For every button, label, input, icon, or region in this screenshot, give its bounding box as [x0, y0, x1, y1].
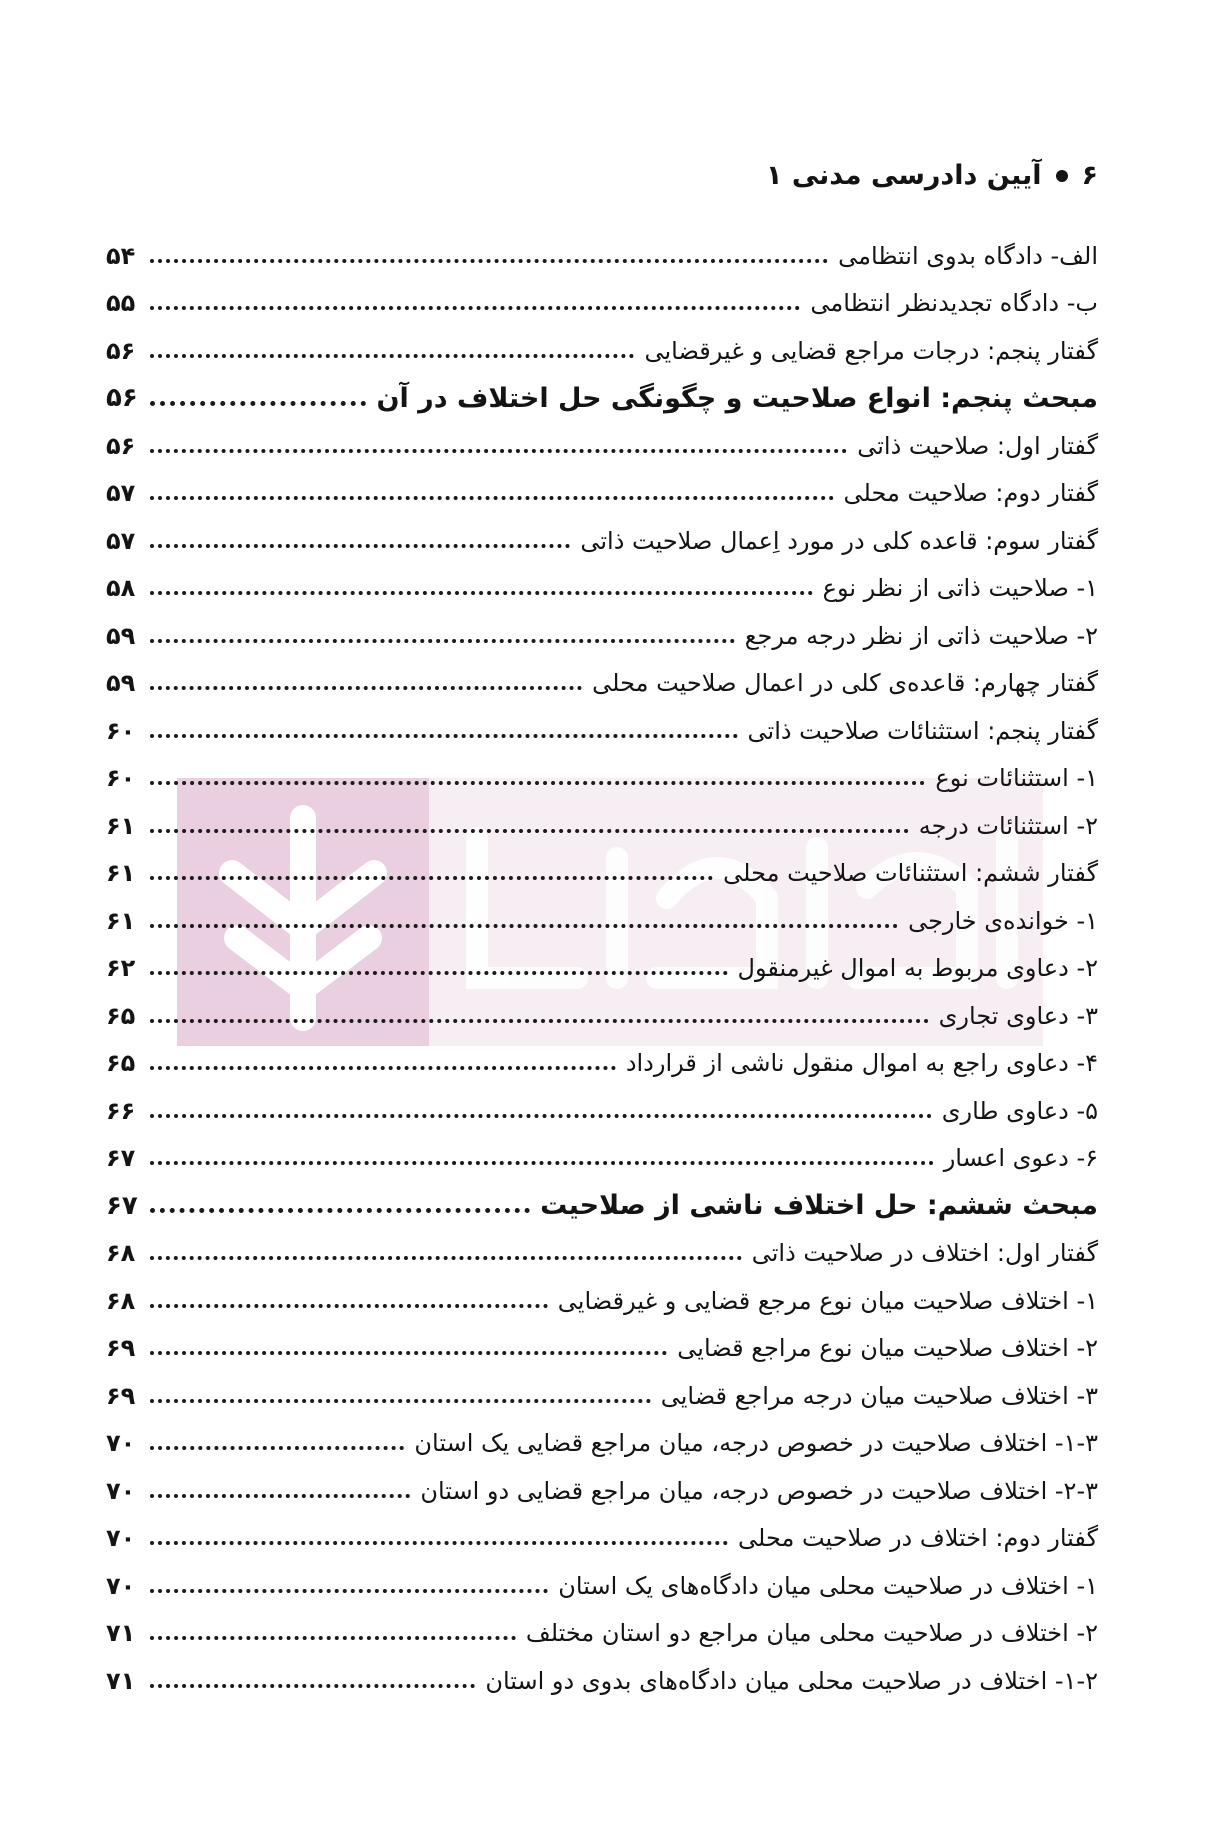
dot-leader [150, 1636, 516, 1640]
toc-entry-title: ۲- اختلاف در صلاحیت محلی میان مراجع دو استان مختلف [525, 1619, 1098, 1648]
toc-entry-page-number: ۶۵ [106, 1001, 136, 1030]
toc-entry [106, 802, 1098, 850]
dot-leader [150, 449, 847, 453]
toc-entry-page-number: ۶۱ [106, 811, 136, 840]
dot-leader [150, 591, 813, 595]
toc-entry [106, 517, 1098, 565]
toc-entry-title: ۲- صلاحیت ذاتی از نظر درجه مرجع [744, 621, 1098, 650]
toc-entry-title: ۱- اختلاف صلاحیت میان نوع مرجع قضایی و غیرقضایی [557, 1286, 1098, 1315]
toc-entry [106, 660, 1098, 708]
toc-entry-page-number: ۵۷ [106, 526, 136, 555]
toc-entry-title: ۳- اختلاف صلاحیت میان درجه مراجع قضایی [660, 1381, 1098, 1410]
toc-entry-title: ۱-۲- اختلاف در صلاحیت محلی میان دادگاه‌های بدوی دو استان [485, 1666, 1098, 1695]
dot-leader [150, 1208, 530, 1213]
dot-leader [150, 1066, 616, 1070]
toc-entry [106, 1230, 1098, 1278]
toc-entry-page-number: ۵۹ [106, 621, 136, 650]
dot-leader [150, 686, 582, 690]
toc-entry [106, 1087, 1098, 1135]
toc-entry-page-number: ۷۰ [106, 1524, 136, 1553]
toc-entry-title: ۱- اختلاف در صلاحیت محلی میان دادگاه‌های یک استان [558, 1571, 1098, 1600]
toc-entry [106, 1515, 1098, 1563]
toc-entry-title: ب- دادگاه تجدیدنظر انتظامی [810, 289, 1098, 318]
toc-entry-page-number: ۶۷ [106, 1190, 138, 1221]
page-number: ۶ [1081, 160, 1098, 191]
dot-leader [150, 1446, 404, 1450]
dot-leader [150, 544, 570, 548]
toc-entry-title: مبحث ششم: حل اختلاف ناشی از صلاحیت [540, 1190, 1098, 1222]
toc-entry [106, 470, 1098, 518]
toc-entry-title: ۶- دعوی اعسار [943, 1144, 1098, 1173]
toc-entry-page-number: ۶۹ [106, 1381, 136, 1410]
dot-leader [150, 829, 909, 833]
toc-entry-page-number: ۶۷ [106, 1144, 136, 1173]
dot-leader [150, 639, 735, 643]
dot-leader [150, 496, 834, 500]
toc-entry-title: گفتار پنجم: درجات مراجع قضایی و غیرقضایی [644, 336, 1098, 365]
dot-leader [150, 1494, 410, 1498]
toc-entry [106, 945, 1098, 993]
toc-entry [106, 1135, 1098, 1183]
dot-leader [150, 924, 898, 928]
toc-entry-title: گفتار اول: صلاحیت ذاتی [857, 431, 1098, 460]
toc-entry-page-number: ۵۹ [106, 669, 136, 698]
bullet-icon [1056, 170, 1068, 182]
toc-entry-title: ۱- استثنائات نوع [935, 764, 1098, 793]
toc-entry-page-number: ۷۱ [106, 1666, 136, 1695]
toc-entry [106, 327, 1098, 375]
toc-entry-page-number: ۵۴ [106, 241, 136, 270]
dot-leader [150, 876, 713, 880]
toc-entry [106, 1657, 1098, 1705]
toc-entry [106, 1325, 1098, 1373]
toc-entry-title: الف- دادگاه بدوی انتظامی [838, 241, 1098, 270]
toc-entry-title: ۱-۳- اختلاف صلاحیت در خصوص درجه، میان مراجع قضایی یک استان [414, 1429, 1098, 1458]
dot-leader [150, 259, 828, 263]
toc-entry [106, 232, 1098, 280]
toc-entry-title: مبحث پنجم: انواع صلاحیت و چگونگی حل اختلاف در آن [376, 382, 1098, 414]
toc-entry-page-number: ۵۸ [106, 574, 136, 603]
toc-entry-title: ۲- اختلاف صلاحیت میان نوع مراجع قضایی [677, 1334, 1098, 1363]
toc-entry-page-number: ۶۲ [106, 954, 136, 983]
toc-entry [106, 1562, 1098, 1610]
toc-entry-title: گفتار دوم: صلاحیت محلی [843, 479, 1098, 508]
toc-entry-page-number: ۶۸ [106, 1239, 136, 1268]
dot-leader [150, 354, 634, 358]
dot-leader [150, 734, 738, 738]
toc-entry [106, 897, 1098, 945]
dot-leader [150, 1019, 929, 1023]
toc-entry-title: گفتار چهارم: قاعده‌ی کلی در اعمال صلاحیت محلی [592, 669, 1098, 698]
running-header [766, 160, 1098, 191]
toc-entry-page-number: ۵۶ [106, 336, 136, 365]
toc-entry-page-number: ۶۱ [106, 859, 136, 888]
toc-entry-title: گفتار سوم: قاعده کلی در مورد اِعمال صلاحیت ذاتی [580, 526, 1098, 555]
toc-entry-page-number: ۶۸ [106, 1286, 136, 1315]
toc-entry-page-number: ۷۰ [106, 1571, 136, 1600]
toc-entry [106, 1610, 1098, 1658]
toc-entry [106, 707, 1098, 755]
toc-entry [106, 1372, 1098, 1420]
toc-entry [106, 280, 1098, 328]
toc-entry [106, 422, 1098, 470]
toc-entry-title: ۱- صلاحیت ذاتی از نظر نوع [822, 574, 1098, 603]
toc-entry [106, 992, 1098, 1040]
toc-entry-title: ۲-۳- اختلاف صلاحیت در خصوص درجه، میان مراجع قضایی دو استان [420, 1476, 1098, 1505]
toc-entry-title: ۴- دعاوی راجع به اموال منقول ناشی از قرارداد [625, 1049, 1098, 1078]
toc-entry [106, 612, 1098, 660]
toc-entry-page-number: ۶۵ [106, 1049, 136, 1078]
toc-entry-page-number: ۶۰ [106, 716, 136, 745]
toc-entry-page-number: ۶۱ [106, 906, 136, 935]
toc-entry-title: گفتار دوم: اختلاف در صلاحیت محلی [738, 1524, 1098, 1553]
toc-entry [106, 1040, 1098, 1088]
toc-entry-title: گفتار اول: اختلاف در صلاحیت ذاتی [751, 1239, 1098, 1268]
toc-entry-page-number: ۷۱ [106, 1619, 136, 1648]
dot-leader [150, 1114, 932, 1118]
toc-entry-page-number: ۶۹ [106, 1334, 136, 1363]
dot-leader [150, 1304, 548, 1308]
toc-entry-title: ۳- دعاوی تجاری [938, 1001, 1098, 1030]
toc-entry-page-number: ۵۶ [106, 431, 136, 460]
toc-entry [106, 1277, 1098, 1325]
toc-entry-page-number: ۷۰ [106, 1476, 136, 1505]
toc-entry-title: گفتار ششم: استثنائات صلاحیت محلی [723, 859, 1098, 888]
toc-entry-page-number: ۷۰ [106, 1429, 136, 1458]
dot-leader [150, 781, 925, 785]
dot-leader [150, 1399, 651, 1403]
dot-leader [150, 306, 800, 310]
toc-section-heading [106, 375, 1098, 423]
toc-entry-title: ۲- استثنائات درجه [918, 811, 1098, 840]
toc-entry [106, 1467, 1098, 1515]
book-title: آیین دادرسی مدنی ۱ [765, 160, 1042, 191]
toc-entry [106, 755, 1098, 803]
dot-leader [150, 1351, 667, 1355]
toc-entry-title: ۲- دعاوی مربوط به اموال غیرمنقول [737, 954, 1098, 983]
dot-leader [150, 1541, 728, 1545]
toc-entry-page-number: ۶۶ [106, 1096, 136, 1125]
dot-leader [150, 401, 366, 406]
toc-entry-page-number: ۵۷ [106, 479, 136, 508]
dot-leader [150, 971, 728, 975]
dot-leader [150, 1684, 475, 1688]
toc-entry-title: ۱- خوانده‌ی خارجی [908, 906, 1098, 935]
toc-entry-title: ۵- دعاوی طاری [941, 1096, 1098, 1125]
toc-entry [106, 850, 1098, 898]
dot-leader [150, 1589, 548, 1593]
dot-leader [150, 1161, 934, 1165]
toc-entry-title: گفتار پنجم: استثنائات صلاحیت ذاتی [747, 716, 1098, 745]
toc-entry-page-number: ۵۵ [106, 289, 136, 318]
toc-entry-page-number: ۵۶ [106, 383, 138, 414]
table-of-contents [106, 232, 1098, 1705]
toc-entry [106, 565, 1098, 613]
toc-entry-page-number: ۶۰ [106, 764, 136, 793]
toc-entry [106, 1420, 1098, 1468]
toc-section-heading [106, 1182, 1098, 1230]
dot-leader [150, 1256, 742, 1260]
